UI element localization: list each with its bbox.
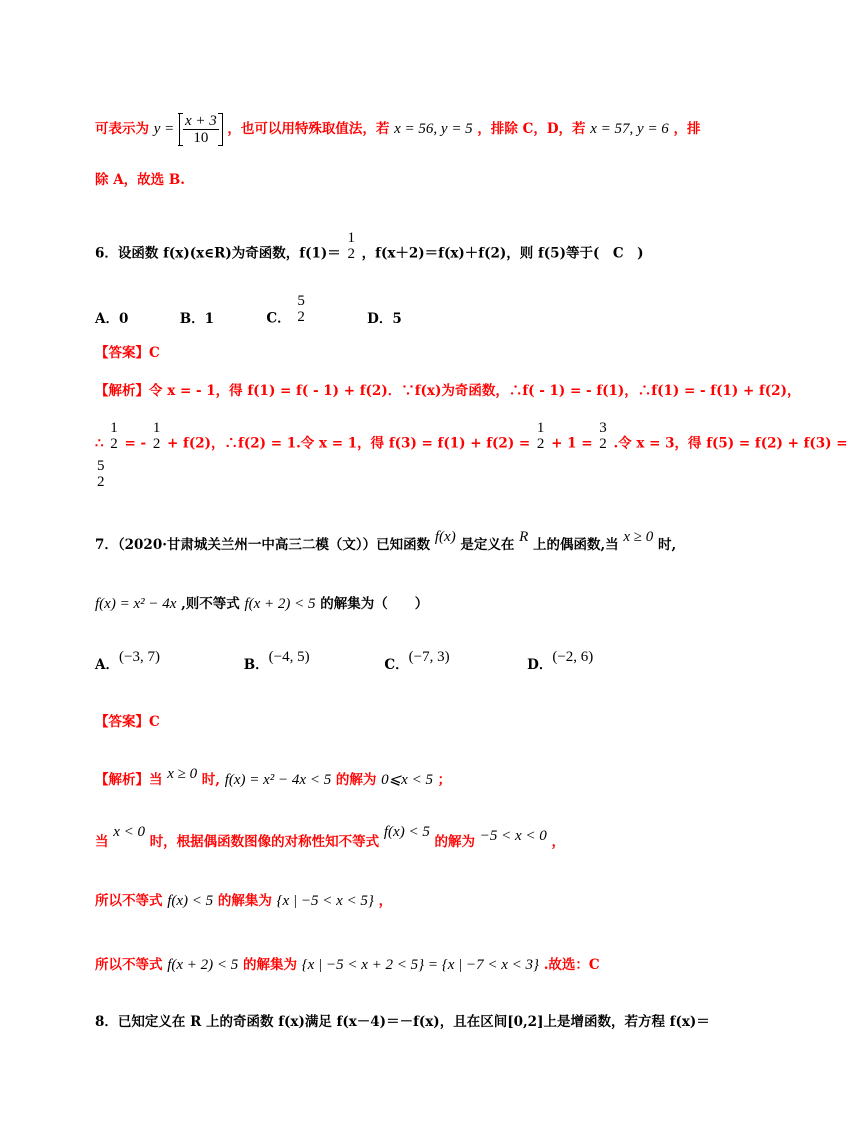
text: ， <box>378 893 393 909</box>
q6-answer: 【答案】C <box>95 345 160 361</box>
text: C． <box>266 310 291 327</box>
math: R <box>519 529 529 545</box>
frac-num: 3 <box>599 420 607 436</box>
math: x ≥ 0 <box>623 529 654 545</box>
option-b <box>243 649 380 675</box>
frac-num: 5 <box>97 458 105 474</box>
text: 6．设函数 f(x)(x∈R)为奇函数，f(1)＝ <box>95 245 341 262</box>
math: x ≥ 0 <box>167 766 198 782</box>
option-a <box>95 649 239 675</box>
fraction <box>535 420 547 452</box>
text: 的解为 <box>434 834 476 850</box>
q7-analysis-line4 <box>95 955 705 975</box>
q5-tail-line1 <box>95 113 705 146</box>
q7-analysis-line3 <box>95 891 705 911</box>
math: x < 0 <box>113 824 145 840</box>
q7-analysis-line2 <box>95 824 705 852</box>
text: A． <box>95 657 119 673</box>
math: (−2, 6) <box>552 649 594 665</box>
text: ； <box>437 772 452 788</box>
text: 的解集为 <box>242 957 297 973</box>
text: .故选：C <box>543 957 600 973</box>
math: (−4, 5) <box>268 649 310 665</box>
math: 0⩽x < 5 <box>381 772 433 788</box>
option-c <box>384 649 522 675</box>
q6-options <box>95 293 705 335</box>
q6-analysis-line1: 【解析】令 x = - 1，得 f(1) = f( - 1) + f(2)．∵f(x)为奇函数，∴f( - 1) = - f(1)，∴f(1) = - f(1) + f(2)， <box>95 383 801 399</box>
text: D． <box>527 657 553 673</box>
math: f(x) < 5 <box>383 824 430 840</box>
frac-num: 1 <box>536 420 545 436</box>
text: 【解析】当 <box>95 772 163 788</box>
text: B． <box>243 657 269 673</box>
text: 是定义在 <box>460 537 515 553</box>
text: + 1 = <box>551 435 593 452</box>
math: f(x) = x² − 4x <box>95 596 177 612</box>
text: ，f(x＋2)＝f(x)＋f(2)，则 f(5)等于( C ) <box>361 245 644 262</box>
math: {x | −5 < x + 2 < 5} = {x | −7 < x < 3} <box>301 957 540 973</box>
text: ,则不等式 <box>181 596 240 612</box>
fraction <box>597 420 609 452</box>
text: ，排除 C，D，若 <box>477 121 586 137</box>
frac-den: 2 <box>97 474 105 490</box>
q8-stem: 8．已知定义在 R 上的奇函数 f(x)满足 f(x－4)＝－f(x)，且在区间[0,2]上是增函数，若方程 f(x)＝ <box>95 1014 710 1030</box>
text: = - <box>124 435 147 452</box>
fraction <box>345 230 357 262</box>
math-y-eq: y = <box>153 121 175 137</box>
option-c <box>266 293 362 335</box>
fraction <box>108 420 120 452</box>
math: x = 57, y = 6 <box>590 121 669 137</box>
fraction <box>151 420 163 452</box>
text: 时，根据偶函数图像的对称性知不等式 <box>149 834 380 850</box>
math: f(x) <box>434 529 456 545</box>
frac-den: 2 <box>347 246 355 262</box>
text: 7．（2020·甘肃城关兰州一中高三二模（文））已知函数 <box>95 537 431 553</box>
math: f(x + 2) < 5 <box>244 596 316 612</box>
text: ，排 <box>673 121 701 137</box>
math: f(x) = x² − 4x < 5 <box>224 772 332 788</box>
q6-stem <box>95 230 705 270</box>
math: {x | −5 < x < 5} <box>276 893 374 909</box>
text: 所以不等式 <box>95 893 163 909</box>
q5-tail-line2: 除 A，故选 B. <box>95 172 185 188</box>
q6-final-fraction <box>95 458 107 490</box>
text: 的解集为（ ） <box>320 596 429 612</box>
text: 时, <box>657 537 677 553</box>
frac-num: x + 3 <box>184 113 217 129</box>
frac-num: 1 <box>110 420 118 436</box>
math: f(x) < 5 <box>167 893 214 909</box>
option-b: B．1 <box>179 310 215 327</box>
q6-analysis-line2 <box>95 420 848 460</box>
frac-den: 10 <box>183 129 219 146</box>
text: ， <box>551 834 565 850</box>
option-d <box>527 649 594 675</box>
frac-num: 5 <box>297 293 305 309</box>
text: 所以不等式 <box>95 957 163 973</box>
text: 当 <box>95 834 109 850</box>
text: 的解集为 <box>217 893 272 909</box>
q7-stem-line2 <box>95 594 705 614</box>
q7-analysis-line1 <box>95 766 705 790</box>
text: C． <box>384 657 409 673</box>
frac-den: 2 <box>110 436 118 452</box>
math: f(x + 2) < 5 <box>167 957 239 973</box>
math: −5 < x < 0 <box>479 828 547 844</box>
frac-den: 2 <box>599 436 607 452</box>
q7-answer: 【答案】C <box>95 714 160 730</box>
q7-stem-line1 <box>95 529 705 555</box>
frac-den: 2 <box>297 309 305 325</box>
math: x = 56, y = 5 <box>394 121 473 137</box>
text: .令 x = 3，得 f(5) = f(2) + f(3) = <box>613 435 848 452</box>
frac-num: 1 <box>347 230 355 246</box>
text: 时, <box>201 772 220 788</box>
frac-num: 1 <box>152 420 161 436</box>
text: 的解为 <box>335 772 377 788</box>
fraction <box>95 458 107 490</box>
math: (−7, 3) <box>408 649 450 665</box>
text: 可表示为 <box>95 121 149 137</box>
frac-den: 2 <box>152 436 161 452</box>
math: (−3, 7) <box>118 649 160 665</box>
frac-den: 2 <box>536 436 545 452</box>
fraction <box>183 113 219 146</box>
text: ∴ <box>95 435 104 452</box>
text: + f(2)，∴f(2) = 1.令 x = 1，得 f(3) = f(1) + f(2) = <box>167 435 531 452</box>
text: ，也可以用特殊取值法，若 <box>227 121 390 137</box>
fraction <box>295 293 307 325</box>
text: 上的偶函数,当 <box>532 537 619 553</box>
floor-bracket <box>179 113 223 146</box>
option-a: A．0 <box>95 310 129 327</box>
q7-options <box>95 649 705 675</box>
option-d: D．5 <box>367 310 402 327</box>
